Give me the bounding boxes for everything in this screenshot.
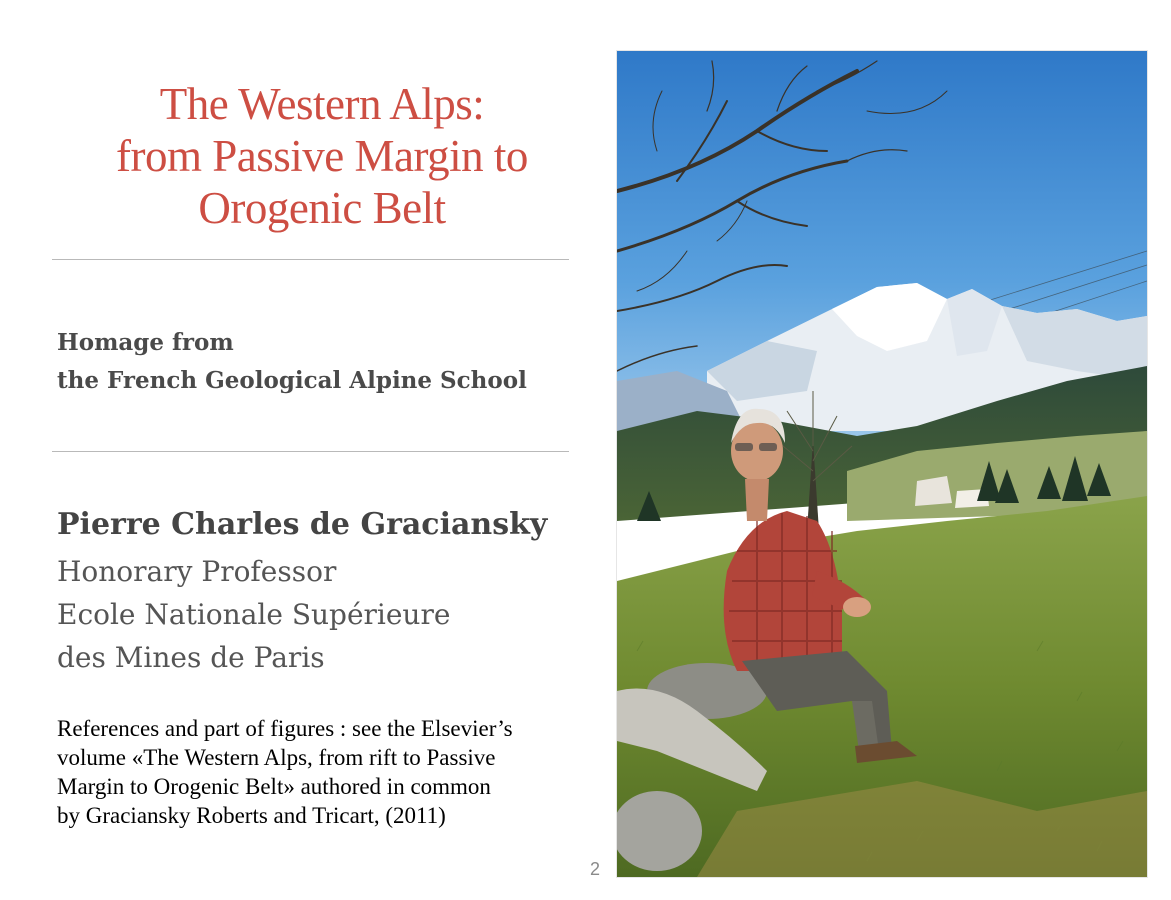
slide-title	[50, 78, 594, 234]
portrait-photo	[617, 51, 1147, 877]
author-title: Honorary Professor	[57, 555, 337, 588]
references-line-4: by Graciansky Roberts and Tricart, (2011)	[57, 803, 446, 828]
photo-illustration	[617, 51, 1147, 877]
references-line-3: Margin to Orogenic Belt» authored in common	[57, 774, 491, 799]
references-note	[57, 714, 587, 830]
divider-top	[52, 259, 569, 260]
author-institution-line-2: des Mines de Paris	[57, 641, 325, 674]
references-line-1: References and part of figures : see the Elsevier’s	[57, 716, 513, 741]
author-institution-line-1: Ecole Nationale Supérieure	[57, 598, 451, 631]
homage-line-1: Homage from	[57, 329, 234, 356]
title-line-1: The Western Alps:	[159, 79, 485, 129]
page-number: 2	[590, 859, 601, 879]
references-line-2: volume «The Western Alps, from rift to Passive	[57, 745, 496, 770]
homage-line-2: the French Geological Alpine School	[57, 367, 527, 394]
title-line-2: from Passive Margin to	[116, 131, 528, 181]
title-line-3: Orogenic Belt	[198, 183, 446, 233]
homage-text	[57, 324, 527, 400]
author-affiliation	[57, 550, 450, 679]
author-name: Pierre Charles de Graciansky	[57, 507, 548, 542]
divider-bottom	[52, 451, 569, 452]
